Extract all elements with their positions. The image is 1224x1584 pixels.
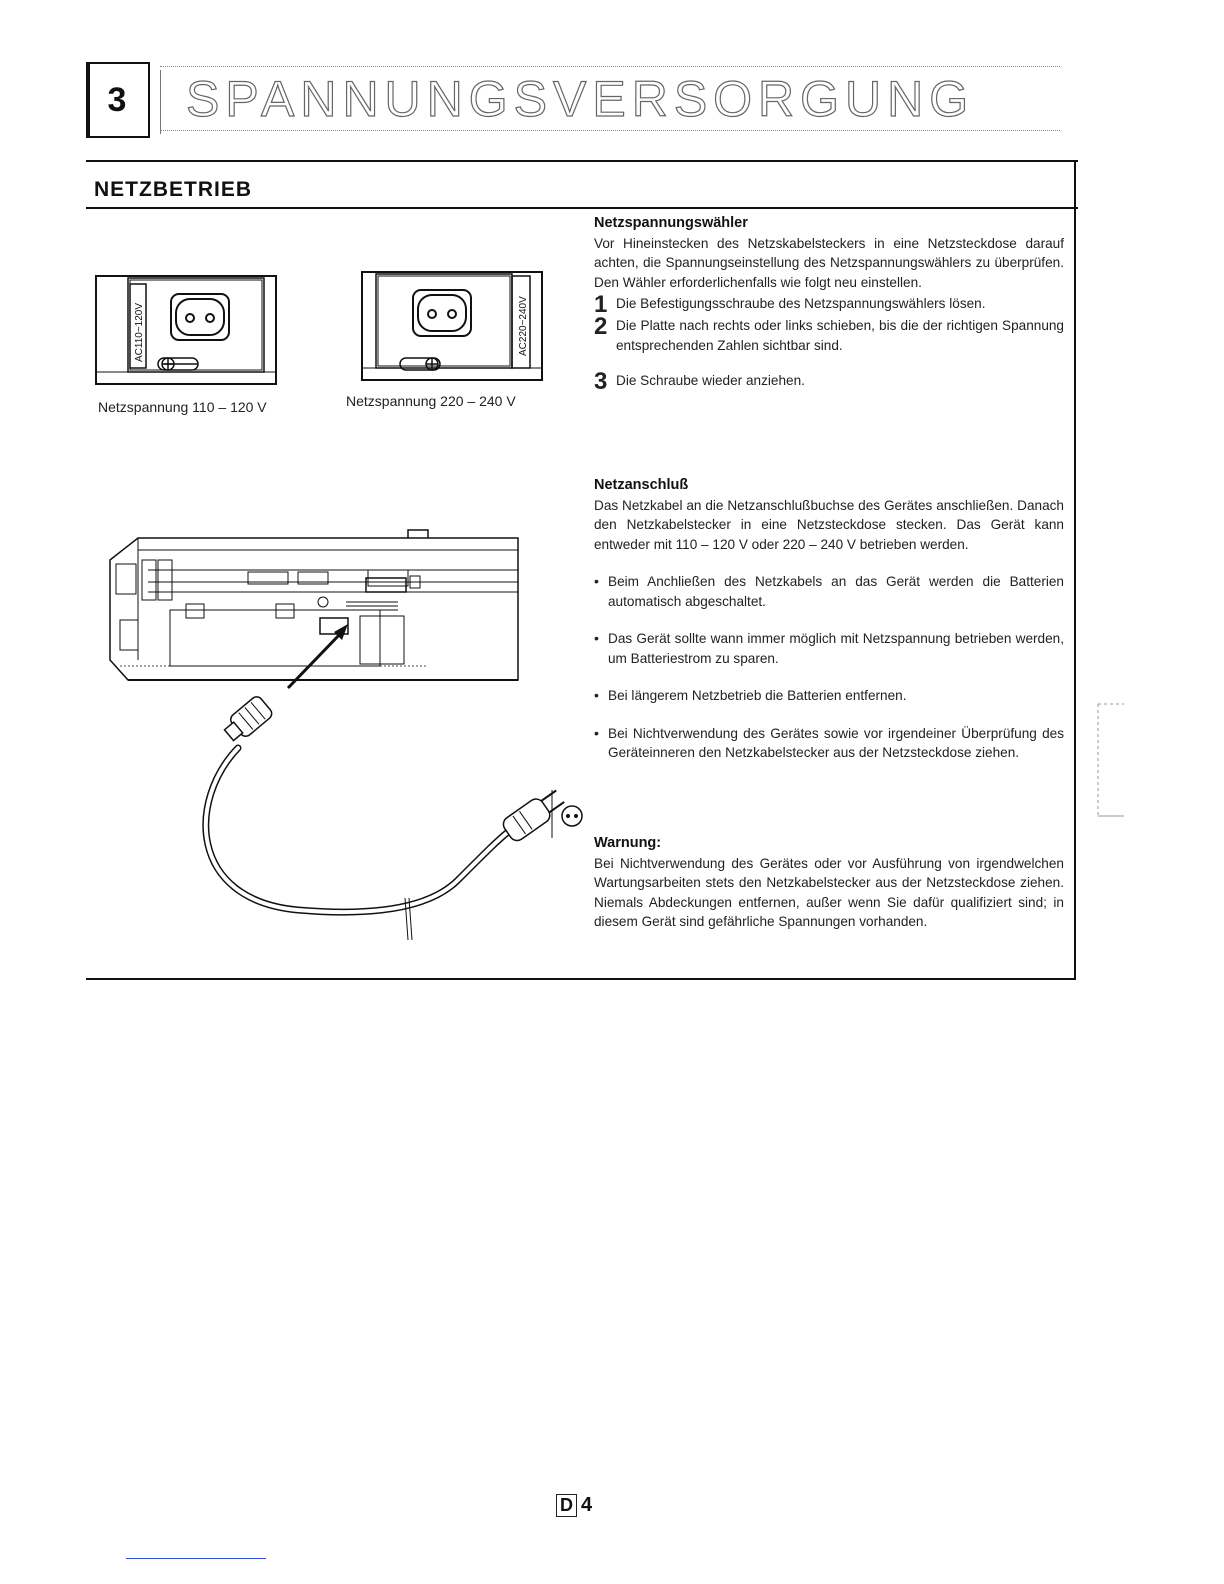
section-title-underline [86, 207, 1078, 209]
chapter-number: 3 [86, 62, 150, 138]
bullet-4 [594, 724, 1064, 763]
bullet-1-text: Beim Anchließen des Netzkabels an das Gerät werden die Batterien automatisch abgeschaltet. [608, 574, 1064, 609]
section-title: NETZBETRIEB [94, 178, 252, 201]
header-divider [160, 70, 161, 134]
step-1-number: 1 [594, 291, 608, 318]
bullet-dot-icon: • [594, 573, 599, 589]
crop-mark [1096, 700, 1126, 820]
header-dotted-rule-bottom [160, 130, 1060, 131]
bullet-dot-icon: • [594, 724, 599, 741]
page-number [556, 1494, 592, 1517]
step-1 [594, 291, 1064, 318]
page-number-value: 4 [581, 1494, 593, 1516]
voltage-selector-intro: Vor Hineinstecken des Netzskabelsteckers in eine Netzsteckdose darauf achten, die Spannungseinstellung des Netzspannungswählers zu überprüfen. Den Wähler erforderlichenfalls wie folgt neu einstellen. [594, 235, 1064, 290]
voltage-label-110: AC110~120V [134, 302, 145, 362]
warning-section [594, 834, 1064, 932]
step-1-text: Die Befestigungsschraube des Netzspannungswählers lösen. [616, 296, 986, 311]
warning-text: Bei Nichtverwendung des Gerätes oder vor Ausführung von irgendwelchen Wartungsarbeiten stets den Netzkabelstecker aus der Netzsteckdose ziehen. Niemals Abdeckungen entfernen, außer wenn Sie dafür qualifiziert sind; in diesem Gerät sind gefährliche Spannungen vorhanden. [594, 855, 1064, 929]
step-2-number: 2 [594, 313, 608, 340]
warning-heading: Warnung: [594, 835, 662, 851]
voltage-label-220: AC220~240V [518, 296, 529, 356]
bottom-rule [126, 1558, 266, 1559]
chapter-title: SPANNUNGSVERSORGUNG [186, 71, 975, 127]
step-2 [594, 313, 1064, 355]
bullet-2 [594, 629, 1064, 668]
voltage-selector-heading: Netzspannungswähler [594, 215, 748, 231]
step-2-text: Die Platte nach rechts oder links schieben, bis die der richtigen Spannung entsprechenden Zahlen sichtbar sind. [616, 318, 1064, 353]
bullet-3 [594, 686, 1064, 706]
bullet-dot-icon: • [594, 630, 599, 646]
step-3 [594, 368, 1064, 395]
language-code: D [556, 1494, 577, 1517]
power-connection-section [594, 476, 1064, 763]
power-connection-heading: Netzanschluß [594, 477, 689, 493]
bullet-2-text: Das Gerät sollte wann immer möglich mit Netzspannung betrieben werden, um Batteriestrom zu sparen. [608, 631, 1064, 666]
power-cord-connection-illustration [98, 520, 588, 950]
bullet-4-text: Bei Nichtverwendung des Gerätes sowie vor irgendeiner Überprüfung des Geräteinneren den Netzkabelstecker aus der Netzsteckdose ziehen. [608, 725, 1064, 760]
bullet-3-text: Bei längerem Netzbetrieb die Batterien entfernen. [608, 688, 907, 703]
power-connection-intro: Das Netzkabel an die Netzanschlußbuchse des Gerätes anschließen. Danach den Netzkabelstecker in eine Netzsteckdose stecken. Das Gerät kann entweder mit 110 – 120 V oder 220 – 240 V betrieben werden. [594, 497, 1064, 552]
voltage-selector-section [594, 214, 1064, 393]
bullet-1 [594, 572, 1064, 611]
caption-110: Netzspannung 110 – 120 V [98, 399, 267, 415]
header-dotted-rule-top [160, 66, 1060, 67]
voltage-selector-220-figure [360, 268, 546, 384]
caption-220: Netzspannung 220 – 240 V [346, 393, 516, 409]
voltage-selector-110-figure [94, 272, 280, 388]
step-3-text: Die Schraube wieder anziehen. [616, 373, 805, 388]
step-3-number: 3 [594, 368, 608, 395]
bullet-dot-icon: • [594, 687, 599, 703]
